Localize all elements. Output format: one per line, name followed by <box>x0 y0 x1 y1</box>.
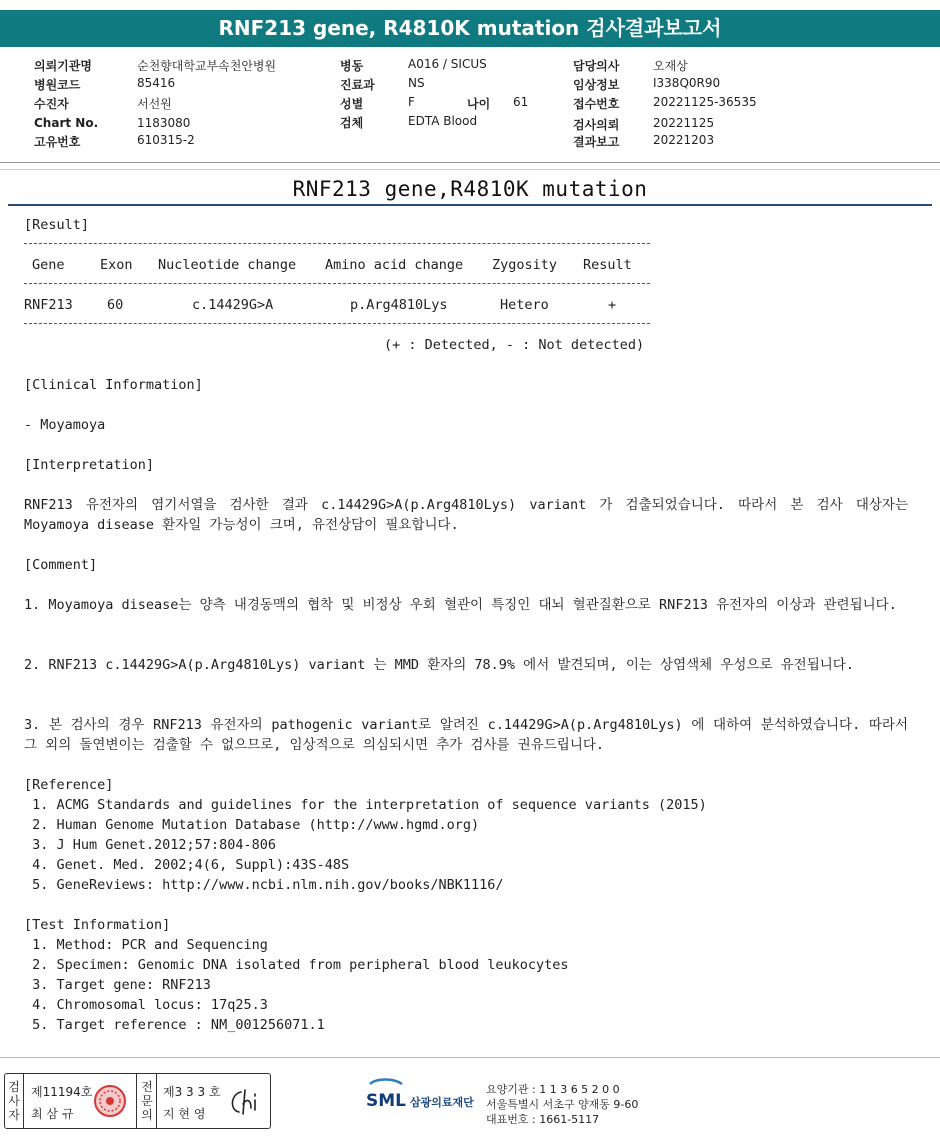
test-info-heading: [Test Information] <box>24 917 171 933</box>
examiner-license: 제11194호 <box>31 1085 93 1099</box>
comment-heading: [Comment] <box>24 557 98 573</box>
value-unique-no: 610315-2 <box>137 133 195 147</box>
label-institution: 의뢰기관명 <box>34 59 92 73</box>
value-request-date: 20221125 <box>653 116 715 130</box>
red-seal-icon <box>93 1084 127 1118</box>
value-age: 61 <box>513 95 529 109</box>
dashed-rule <box>24 283 650 284</box>
label-report-date: 결과보고 <box>573 135 620 149</box>
value-doctor: 오재상 <box>653 59 688 73</box>
result-legend: (+ : Detected, - : Not detected) <box>384 337 645 353</box>
svg-text:SML: SML <box>366 1091 406 1111</box>
document-title: RNF213 gene,R4810K mutation <box>292 177 648 201</box>
org-name: 삼광의료재단 <box>410 1096 474 1109</box>
value-ward: A016 / SICUS <box>408 57 487 71</box>
reference-item: 1. ACMG Standards and guidelines for the interpretation of sequence variants (2015) <box>24 797 707 813</box>
value-patient: 서선원 <box>137 97 172 111</box>
reference-item: 2. Human Genome Mutation Database (http://www.hgmd.org) <box>24 817 480 833</box>
result-heading: [Result] <box>24 217 90 233</box>
reference-item: 3. J Hum Genet.2012;57:804-806 <box>24 837 276 853</box>
col-exon: Exon <box>100 257 133 273</box>
value-report-date: 20221203 <box>653 133 715 147</box>
examiner-name: 최 삼 규 <box>31 1107 74 1121</box>
specialist-name: 지 현 영 <box>163 1107 206 1121</box>
label-request-date: 검사의뢰 <box>573 118 620 132</box>
label-specimen: 검체 <box>340 116 364 130</box>
value-department: NS <box>408 76 425 90</box>
col-amino-acid: Amino acid change <box>325 257 464 273</box>
reference-item: 4. Genet. Med. 2002;4(6, Suppl):43S-48S <box>24 857 350 873</box>
label-receipt-no: 접수번호 <box>573 97 620 111</box>
test-info-item: 3. Target gene: RNF213 <box>24 977 211 993</box>
cell-nucleotide: c.14429G>A <box>192 297 274 313</box>
col-result: Result <box>583 257 632 273</box>
col-gene: Gene <box>32 257 65 273</box>
label-ward: 병동 <box>340 59 364 73</box>
divider <box>0 169 940 170</box>
value-hospital-code: 85416 <box>137 76 176 90</box>
label-hospital-code: 병원코드 <box>34 78 81 92</box>
label-unique-no: 고유번호 <box>34 135 81 149</box>
col-zygosity: Zygosity <box>492 257 558 273</box>
title-underline <box>8 204 932 206</box>
value-chart-no: 1183080 <box>137 116 191 130</box>
col-nucleotide: Nucleotide change <box>158 257 297 273</box>
clinical-text: - Moyamoya <box>24 417 106 433</box>
comment-item: 2. RNF213 c.14429G>A(p.Arg4810Lys) variant 는 MMD 환자의 78.9% 에서 발견되며, 이는 상염색체 우성으로 유전됩니다. <box>24 657 854 673</box>
dashed-rule <box>24 243 650 244</box>
value-sex: F <box>408 95 415 109</box>
dashed-rule <box>24 323 650 324</box>
signature-box <box>4 1073 271 1129</box>
specialist-label: 전문의 <box>141 1080 153 1122</box>
address: 서울특별시 서초구 양재동 9-60 <box>486 1098 639 1111</box>
clinical-heading: [Clinical Information] <box>24 377 203 393</box>
label-clinical-info: 임상정보 <box>573 78 620 92</box>
label-department: 진료과 <box>340 78 375 92</box>
test-info-item: 2. Specimen: Genomic DNA isolated from peripheral blood leukocytes <box>24 957 569 973</box>
examiner-label: 검사자 <box>8 1080 20 1122</box>
label-sex: 성별 <box>340 97 364 111</box>
label-patient: 수진자 <box>34 97 69 111</box>
test-info-item: 5. Target reference : NM_001256071.1 <box>24 1017 325 1033</box>
comment-item: 1. Moyamoya disease는 양측 내경동맥의 협착 및 비정상 우회 혈관이 특징인 대뇌 혈관질환으로 RNF213 유전자의 이상과 관련됩니다. <box>24 597 897 613</box>
sml-logo-icon <box>364 1076 408 1116</box>
divider <box>0 162 940 163</box>
value-receipt-no: 20221125-36535 <box>653 95 757 109</box>
cell-exon: 60 <box>107 297 124 313</box>
label-doctor: 담당의사 <box>573 59 620 73</box>
reference-heading: [Reference] <box>24 777 114 793</box>
cell-gene: RNF213 <box>24 297 73 313</box>
value-specimen: EDTA Blood <box>408 114 478 128</box>
report-title-bar: RNF213 gene, R4810K mutation 검사결과보고서 <box>0 10 940 47</box>
value-institution: 순천향대학교부속천안병원 <box>137 59 277 73</box>
test-info-item: 1. Method: PCR and Sequencing <box>24 937 268 953</box>
cell-amino-acid: p.Arg4810Lys <box>350 297 448 313</box>
specialist-license: 제3 3 3 호 <box>163 1085 221 1099</box>
comment-item: 3. 본 검사의 경우 RNF213 유전자의 pathogenic variant로 알려진 c.14429G>A(p.Arg4810Lys) 에 대하여 분석하였습니다. 따라서 그 외의 돌연변이는 검출할 수 없으므로, 임상적으로 의심되시면 추가 검사를 권유드립니다. <box>24 717 908 753</box>
phone-number: 대표번호 : 1661-5117 <box>486 1113 600 1126</box>
label-age: 나이 <box>467 97 491 111</box>
value-clinical-info: I338Q0R90 <box>653 76 721 90</box>
institution-code: 요양기관 : 1 1 3 6 5 2 0 0 <box>486 1083 620 1096</box>
signature-icon <box>227 1086 265 1118</box>
interpretation-heading: [Interpretation] <box>24 457 155 473</box>
reference-item: 5. GeneReviews: http://www.ncbi.nlm.nih.gov/books/NBK1116/ <box>24 877 504 893</box>
cell-result: + <box>608 297 617 313</box>
footer-divider <box>0 1057 940 1058</box>
interpretation-text: RNF213 유전자의 염기서열을 검사한 결과 c.14429G>A(p.Arg4810Lys) variant 가 검출되었습니다. 따라서 본 검사 대상자는 Moyamoya disease 환자일 가능성이 크며, 유전상담이 필요합니다. <box>24 497 908 533</box>
cell-zygosity: Hetero <box>500 297 549 313</box>
label-chart-no: Chart No. <box>34 116 99 130</box>
test-info-item: 4. Chromosomal locus: 17q25.3 <box>24 997 268 1013</box>
